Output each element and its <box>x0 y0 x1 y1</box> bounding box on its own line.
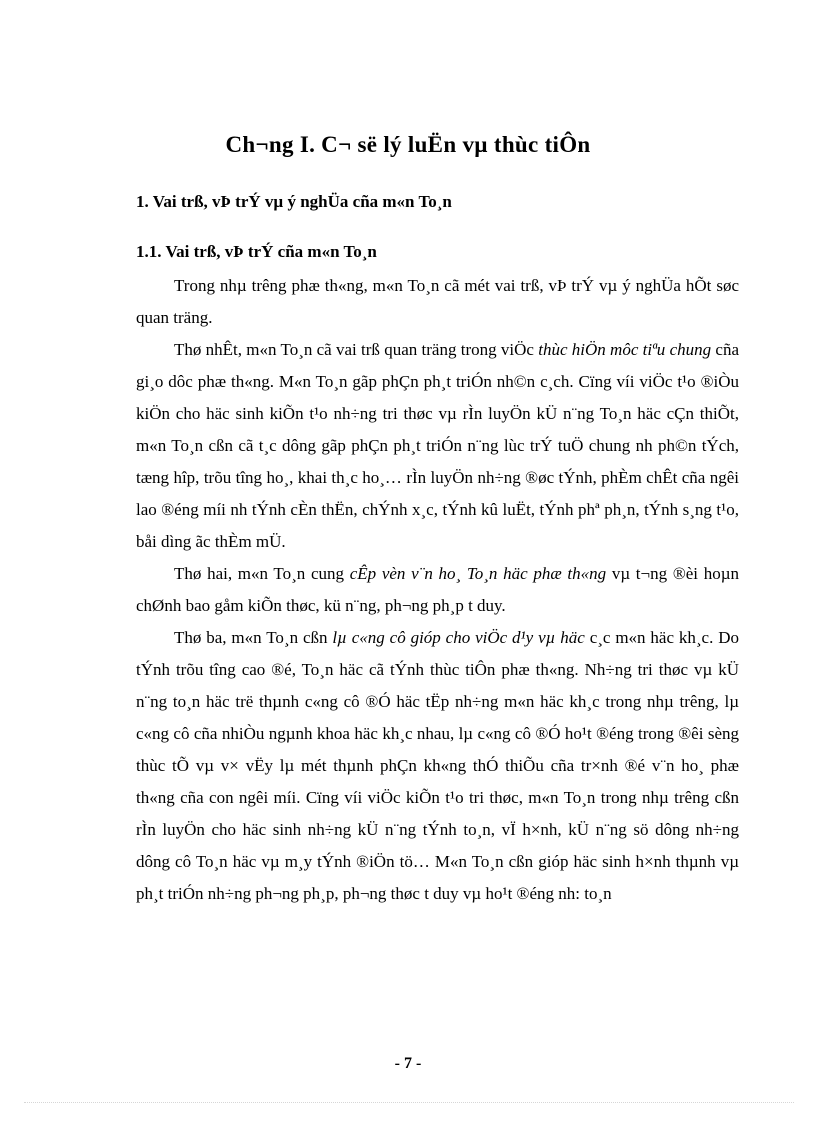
paragraph-text: c¸c m«n häc kh¸c. Do tÝnh trõu tîng cao ®é, To¸n häc cã tÝnh thùc tiÔn phæ th«ng. Nh÷ng tri thøc vµ kÜ n¨ng to¸n häc trë thµnh c«ng cô ®Ó häc tËp nh÷ng m«n häc kh¸c trong nhµ trêng, lµ c«ng cô cña nhiÒu ngµnh khoa häc kh¸c nhau, lµ c«ng cô ®Ó ho¹t ®éng trong ®êi sèng thùc tÕ vµ v× vËy lµ mét thµnh phÇn kh«ng thÓ thiÕu cña tr×nh ®é v¨n ho¸ phæ th«ng cña con ngêi míi. Cïng víi viÖc kiÕn t¹o tri thøc, m«n To¸n trong nhµ trêng cßn rÌn luyÖn cho häc sinh nh÷ng kÜ n¨ng tÝnh to¸n, vÏ h×nh, kÜ n¨ng sö dông nh÷ng dông cô To¸n häc vµ m¸y tÝnh ®iÖn tö… M«n To¸n cßn gióp häc sinh h×nh thµnh vµ ph¸t triÓn nh÷ng ph¬ng ph¸p, ph¬ng thøc t duy vµ ho¹t ®éng nh: to¸n <box>136 628 739 903</box>
paragraph <box>136 334 739 558</box>
body-text <box>136 270 739 910</box>
emphasized-text: lµ c«ng cô gióp cho viÖc d¹y vµ häc <box>332 628 585 647</box>
chapter-title: Ch¬ng I. C¬ së lý luËn vµ thùc tiÔn <box>225 132 591 157</box>
paragraph-text: vµ t¬ng ®èi hoµn chØnh bao gåm kiÕn thøc, kü n¨ng, ph¬ng ph¸p t duy. <box>136 564 739 615</box>
paragraph-text: cña gi¸o dôc phæ th«ng. M«n To¸n gãp phÇn ph¸t triÓn nh©n c¸ch. Cïng víi viÖc t¹o ®iÒu kiÖn cho häc sinh kiÕn t¹o nh÷ng tri thøc vµ rÌn luyÖn kÜ n¨ng To¸n häc cÇn thiÕt, m«n To¸n cßn cã t¸c dông gãp phÇn ph¸t triÓn n¨ng lùc trÝ tuÖ chung nh ph©n tÝch, tæng hîp, trõu tîng ho¸, khai th¸c ho¸… rÌn luyÖn nh÷ng ®øc tÝnh, phÈm chÊt cña ngêi lao ®éng míi nh tÝnh cÈn thËn, chÝnh x¸c, tÝnh kû luËt, tÝnh phª ph¸n, tÝnh s¸ng t¹o, båi dìng ãc thÈm mÜ. <box>136 340 739 551</box>
paragraph-text: Thø hai, m«n To¸n cung <box>174 564 350 583</box>
paragraph-text: Thø ba, m«n To¸n cßn <box>174 628 333 647</box>
page-number: - 7 - <box>394 1055 422 1072</box>
emphasized-text: cÊp vèn v¨n ho¸ To¸n häc phæ th«ng <box>349 564 607 583</box>
paragraph <box>136 558 739 622</box>
paragraph <box>136 270 739 334</box>
paragraph <box>136 622 739 910</box>
emphasized-text: thùc hiÖn môc tiªu chung <box>538 340 712 359</box>
paragraph-text: Trong nhµ trêng phæ th«ng, m«n To¸n cã mét vai trß, vÞ trÝ vµ ý nghÜa hÕt søc quan träng. <box>136 276 739 327</box>
subsection-heading: 1.1. Vai trß, vÞ trÝ cña m«n To¸n <box>136 242 377 261</box>
page-bottom-divider <box>24 1102 794 1103</box>
paragraph-text: Thø nhÊt, m«n To¸n cã vai trß quan träng trong viÖc <box>174 340 539 359</box>
section-heading: 1. Vai trß, vÞ trÝ vµ ý nghÜa cña m«n To¸n <box>136 192 452 211</box>
